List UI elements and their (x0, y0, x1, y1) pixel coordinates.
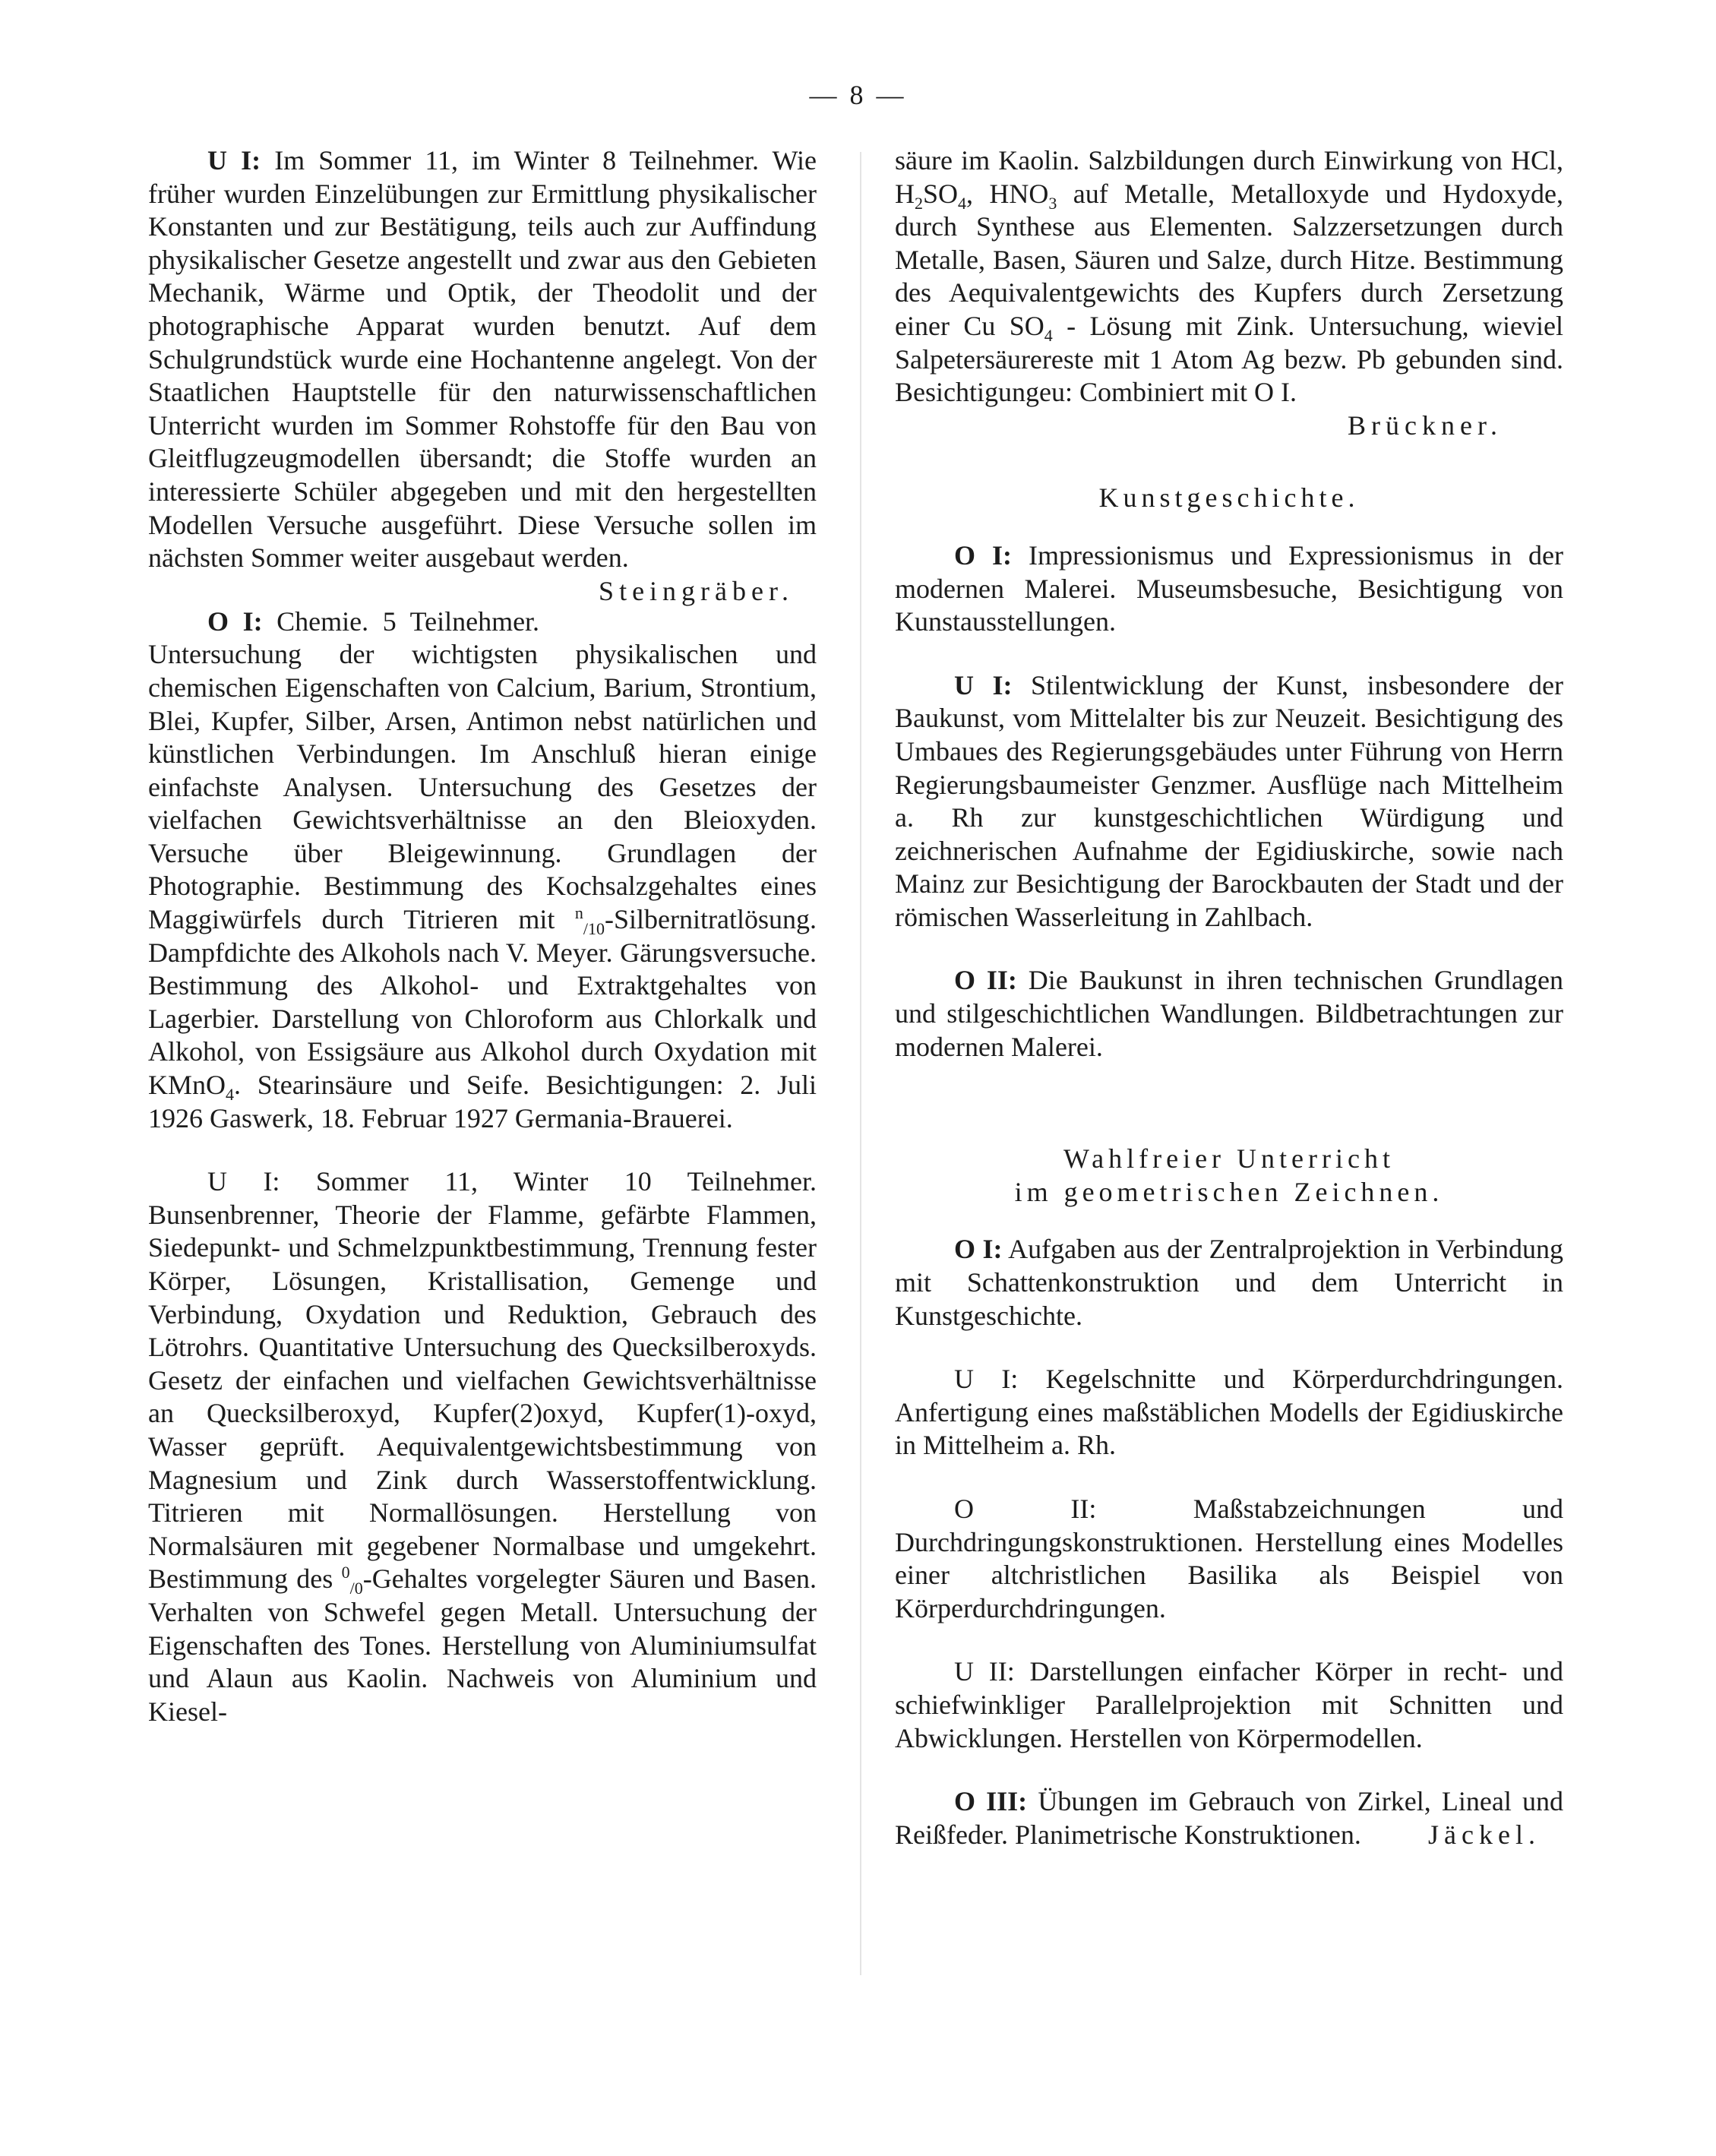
paragraph-text: säure im Kaolin. Salzbildungen durch Einwirkung von HCl, H (895, 145, 1563, 209)
chemistry-ui-paragraph (148, 1165, 817, 1728)
right-column (895, 144, 1563, 1851)
paragraph-text: Maßstabzeichnungen und Durchdringungskonstruktionen. Herstellung eines Modelles einer altchristlichen Basilika als Beispiel von Körperdurchdringungen. (895, 1494, 1563, 1623)
art-oi-paragraph (895, 539, 1563, 639)
paragraph-text: , HNO (966, 178, 1049, 209)
superscript: n (574, 903, 583, 923)
paragraph-text: Darstellungen einfacher Körper in recht- und schiefwinkliger Parallelprojektion mit Schnitten und Abwicklungen. Herstellen von Körpermodellen. (895, 1656, 1563, 1753)
subscript: 4 (958, 193, 967, 213)
subscript: 4 (1044, 326, 1053, 346)
drawing-oiii-paragraph (895, 1785, 1563, 1851)
subscript: /10 (583, 919, 605, 939)
class-label: U I: (954, 669, 1013, 700)
teacher-signature: Steingräber. (599, 575, 794, 606)
superscript: 0 (341, 1563, 350, 1582)
class-label: U I: (207, 145, 261, 175)
class-label: O I: (954, 539, 1013, 571)
heading-line: Wahlfreier Unterricht (1063, 1143, 1395, 1174)
paragraph-text: Die Baukunst in ihren technischen Grundlagen und stilgeschichtlichen Wandlungen. Bildbetrachtungen zur modernen Malerei. (895, 965, 1564, 1062)
paragraph-text: auf Metalle, Metalloxyde und Hydoxyde, durch Synthese aus Elementen. Salzzersetzungen durch Metalle, Basen, Säuren und Salze, durch Hitze. Bestimmung des Aequivalentgewichts des Kupfers durch Zersetzung einer Cu SO (895, 178, 1563, 341)
subscript: 2 (915, 193, 923, 213)
physics-ui-paragraph (148, 144, 817, 606)
teacher-signature: Jäckel. (1428, 1819, 1541, 1850)
paragraph-text: Stilentwicklung der Kunst, insbesondere der Baukunst, vom Mittelalter bis zur Neuzeit. Besichtigung des Umbaues des Regierungsgebäudes unter Führung von Herrn Regierungsbaumeister Genzmer. Ausflüge nach Mittelheim a. Rh zur kunstgeschichtlichen Würdigung und zeichnerischen Aufnahme der Egidiuskirche, sowie nach Mainz zur Besichtigung der Barockbauten der Stadt und der römischen Wasserleitung in Zahlbach. (895, 669, 1563, 932)
paragraph-text: SO (923, 178, 959, 209)
class-label: O II: (954, 1494, 1097, 1524)
paragraph-text: -Gehaltes vorgelegter Säuren und Basen. Verhalten von Schwefel gegen Metall. Untersuchung der Eigenschaften des Tones. Herstellung von Aluminiumsulfat und Alaun aus Kaolin. Nachweis von Aluminium und Kiesel- (148, 1563, 817, 1727)
section-heading-wahlfreier-unterricht (895, 1143, 1563, 1209)
subscript: 4 (226, 1085, 235, 1105)
column-divider (860, 152, 861, 1975)
section-heading-kunstgeschichte: Kunstgeschichte. (1098, 482, 1360, 514)
drawing-uii-paragraph (895, 1655, 1563, 1755)
class-label: U I: (954, 1364, 1019, 1395)
paragraph-text: Kegelschnitte und Körperdurchdringungen. Anfertigung eines maßstäblichen Modells der Egidiuskirche in Mittelheim a. Rh. (895, 1364, 1563, 1461)
paragraph-text: Impressionismus und Expressionismus in der modernen Malerei. Museumsbesuche, Besichtigung von Kunstausstellungen. (895, 539, 1564, 637)
art-ui-paragraph (895, 669, 1563, 934)
paragraph-text: Im Sommer 11, im Winter 8 Teilnehmer. Wie früher wurden Einzelübungen zur Ermittlung physikalischer Konstanten und zur Bestätigung, teils auch zur Auffindung physikalischer Gesetze angestellt und zwar aus den Gebieten Mechanik, Wärme und Optik, der Theodolit und der photographische Apparat wurden benutzt. Auf dem Schulgrundstück wurde eine Hochantenne angelegt. Von der Staatlichen Hauptstelle für den naturwissenschaftlichen Unterricht wurden im Sommer Rohstoffe für den Bau von Gleitflugzeugmodellen übersandt; die Stoffe wurden an interessierte Schüler abgegeben und mit den hergestellten Modellen Versuche ausgeführt. Diese Versuche sollen im nächsten Sommer weiter ausgebaut werden. (148, 145, 817, 574)
heading-line: im geometrischen Zeichnen. (1014, 1176, 1444, 1207)
paragraph-text: . Stearinsäure und Seife. Besichtigungen: 2. Juli 1926 Gaswerk, 18. Februar 1927 Germania-Brauerei. (148, 1070, 817, 1133)
teacher-signature: Brückner. (1348, 409, 1503, 441)
paragraph-text: Chemie. 5 Teilnehmer. Untersuchung der wichtigsten physikalischen und chemischen Eigenschaften von Calcium, Barium, Strontium, Blei, Kupfer, Silber, Arsen, Antimon nebst natürlichen und künstlichen Verbindungen. Im Anschluß hieran einige einfachste Analysen. Untersuchung des Gesetzes der vielfachen Gewichtsverhältnisse an den Bleioxyden. Versuche über Bleigewinnung. Grundlagen der Photographie. Bestimmung des Kochsalzgehaltes eines Maggiwürfels durch Titrieren mit (148, 605, 817, 935)
drawing-ui-paragraph (895, 1363, 1563, 1462)
paragraph-text: -Silbernitratlösung. Dampfdichte des Alkohols nach V. Meyer. Gärungsversuche. Bestimmung des Alkohol- und Extraktgehaltes von Lagerbier. Darstellung von Chloroform aus Chlorkalk und Alkohol, von Essigsäure aus Alkohol durch Oxydation mit KMnO (148, 904, 817, 1101)
class-label: O I: (954, 1234, 1003, 1265)
page-number: — 8 — (809, 80, 907, 110)
chemistry-oi-paragraph (148, 605, 817, 1136)
art-oii-paragraph (895, 964, 1563, 1064)
paragraph-text: - Lösung mit Zink. Untersuchung, wieviel Salpetersäurereste mit 1 Atom Ag bezw. Pb gebunden sind. Besichtigungeu: Combiniert mit O I. (895, 310, 1563, 408)
left-column (148, 144, 817, 1728)
class-label: O I: (207, 605, 263, 637)
class-label: O II: (954, 965, 1017, 996)
class-label: U I: (207, 1166, 280, 1197)
drawing-oi-paragraph (895, 1233, 1563, 1332)
paragraph-text: Übungen im Gebrauch von Zirkel, Lineal und Reißfeder. Planimetrische Konstruktionen. (895, 1786, 1563, 1850)
chemistry-continuation-paragraph (895, 144, 1563, 442)
subscript: /0 (349, 1579, 363, 1598)
class-label: U II: (954, 1656, 1015, 1687)
class-label: O III: (954, 1786, 1028, 1817)
drawing-oii-paragraph (895, 1493, 1563, 1625)
subscript: 3 (1048, 193, 1057, 213)
paragraph-text: Aufgaben aus der Zentralprojektion in Verbindung mit Schattenkonstruktion und dem Unterricht in Kunstgeschichte. (895, 1234, 1564, 1331)
paragraph-text: Sommer 11, Winter 10 Teilnehmer. Bunsenbrenner, Theorie der Flamme, gefärbte Flammen, Siedepunkt- und Schmelzpunktbestimmung, Trennung fester Körper, Lösungen, Kristallisation, Gemenge und Verbindung, Oxydation und Reduktion, Gebrauch des Lötrohrs. Quantitative Untersuchung des Quecksilberoxyds. Gesetz der einfachen und vielfachen Gewichtsverhältnisse an Quecksilberoxyd, Kupfer(2)oxyd, Kupfer(1)-oxyd, Wasser geprüft. Aequivalentgewichtsbestimmung von Magnesium und Zink durch Wasserstoffentwicklung. Titrieren mit Normallösungen. Herstellung von Normalsäuren mit gegebener Normalbase und umgekehrt. Bestimmung des (148, 1166, 817, 1595)
